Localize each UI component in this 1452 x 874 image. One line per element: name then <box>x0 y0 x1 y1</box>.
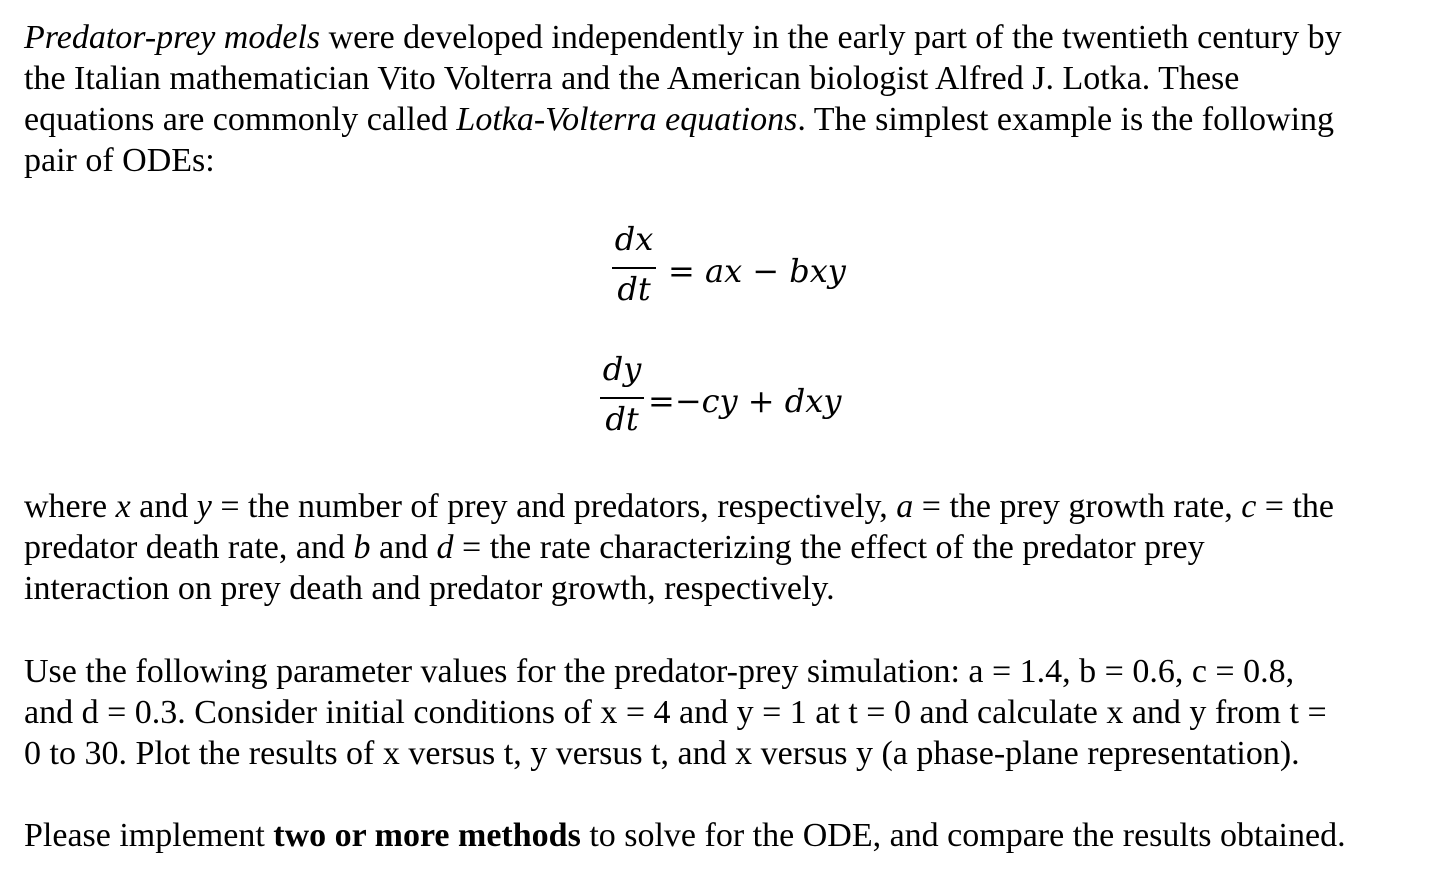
definitions-line-2 <box>24 527 1434 568</box>
intro-line-3-post: . The simplest example is the following <box>797 101 1335 138</box>
intro-line-3-pre: equations are commonly called <box>24 101 457 138</box>
intro-paragraph <box>24 17 1434 181</box>
equation-prey-rhs <box>668 254 846 288</box>
fraction-bar <box>600 397 644 399</box>
definitions-paragraph <box>24 486 1434 609</box>
equation-predator-rhs <box>648 384 841 418</box>
definitions-line-3: interaction on prey death and predator growth, respectively. <box>24 570 835 607</box>
instruction-pre: Please implement <box>24 817 274 854</box>
parameters-paragraph <box>24 651 1434 774</box>
intro-line-2: the Italian mathematician Vito Volterra and the American biologist Alfred J. Lotka. These <box>24 60 1240 97</box>
denominator-dt: dt <box>605 400 639 438</box>
intro-line-1 <box>24 17 1434 58</box>
numerator-dx: dx <box>614 220 654 258</box>
text-interaction-rate: = the rate characterizing the effect of the predator prey <box>453 529 1205 566</box>
equals-sign: = <box>668 252 695 290</box>
term-cy: cy <box>701 382 738 420</box>
intro-line-4: pair of ODEs: <box>24 142 215 179</box>
variable-d: d <box>436 529 454 566</box>
instruction-paragraph <box>24 815 1434 856</box>
term-bxy: bxy <box>789 252 846 290</box>
equals-sign: = <box>648 382 675 420</box>
variable-a: a <box>896 488 914 525</box>
term-dxy: dxy <box>784 382 842 420</box>
instruction-post: to solve for the ODE, and compare the results obtained. <box>580 817 1346 854</box>
instruction-emphasis: two or more methods <box>273 817 581 854</box>
text-and: and <box>130 488 197 525</box>
fraction-bar <box>612 267 656 269</box>
denominator-dt: dt <box>617 270 651 308</box>
text-the: = the <box>1256 488 1335 525</box>
plus-sign: + <box>737 382 785 420</box>
text-and: and <box>370 529 437 566</box>
minus-sign: − <box>742 252 790 290</box>
intro-line-3 <box>24 99 1434 140</box>
variable-b: b <box>353 529 371 566</box>
text-where: where <box>24 488 116 525</box>
variable-x: x <box>115 488 131 525</box>
numerator-dy: dy <box>602 350 642 388</box>
equation-predator <box>600 352 880 442</box>
parameters-line-2: and d = 0.3. Consider initial conditions of x = 4 and y = 1 at t = 0 and calculate x and y from t = <box>24 694 1327 731</box>
term-predator-prey-models: Predator-prey models <box>24 19 321 56</box>
instruction-line <box>24 815 1434 856</box>
text-growth-rate: = the prey growth rate, <box>913 488 1242 525</box>
definitions-line-1 <box>24 486 1434 527</box>
intro-line-1-text: were developed independently in the early part of the twentieth century by <box>320 19 1342 56</box>
equation-prey <box>612 222 872 312</box>
variable-c: c <box>1241 488 1257 525</box>
variable-y: y <box>196 488 212 525</box>
text-death-rate: predator death rate, and <box>24 529 354 566</box>
term-ax: ax <box>704 252 743 290</box>
text-prey-predators: = the number of prey and predators, respectively, <box>211 488 897 525</box>
negative-sign: − <box>674 382 702 420</box>
parameters-line-3: 0 to 30. Plot the results of x versus t, y versus t, and x versus y (a phase-plane representation). <box>24 735 1300 772</box>
parameters-line-1: Use the following parameter values for the predator-prey simulation: a = 1.4, b = 0.6, c = 0.8, <box>24 653 1295 690</box>
term-lotka-volterra: Lotka-Volterra equations <box>456 101 798 138</box>
